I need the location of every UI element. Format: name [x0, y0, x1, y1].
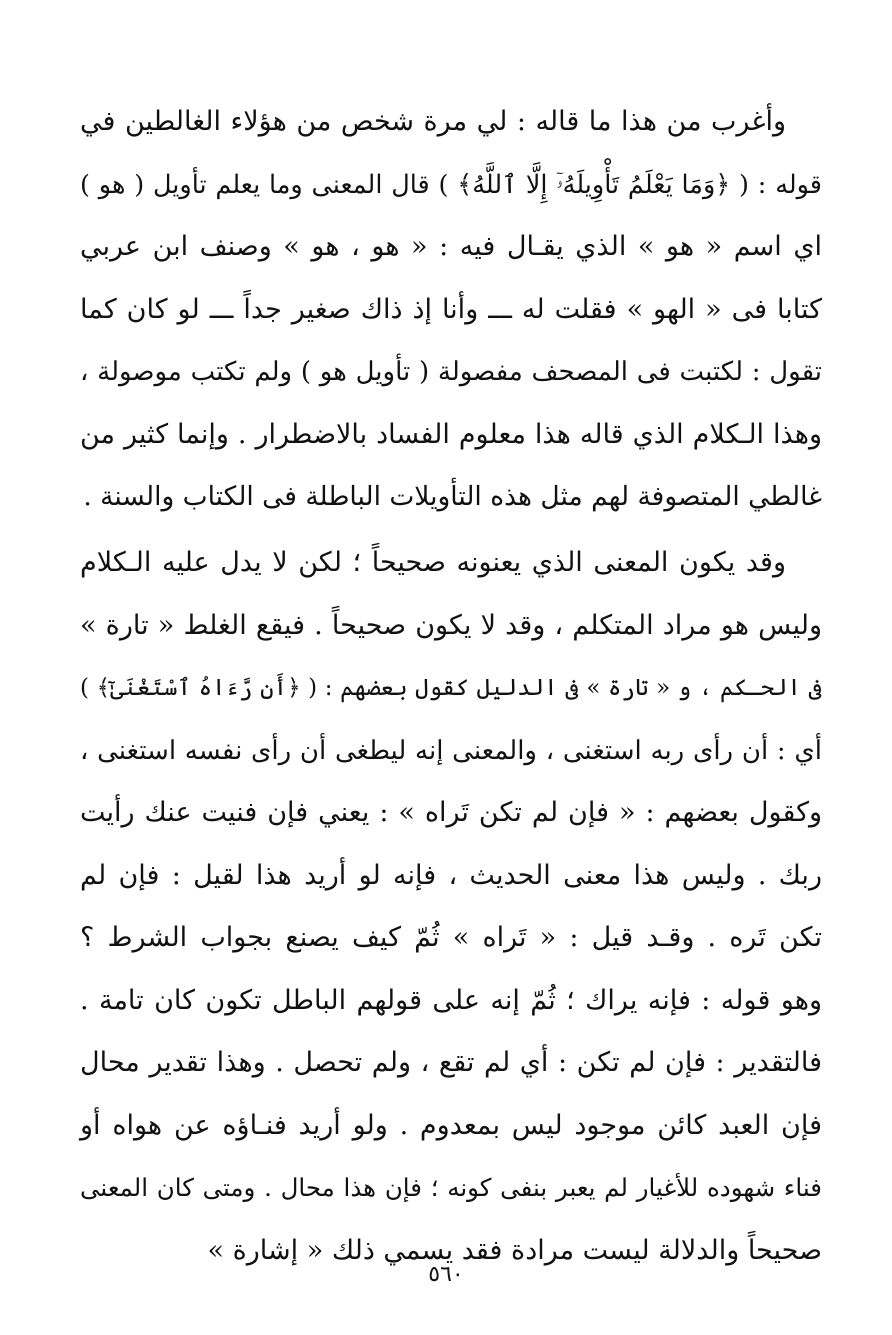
paragraph-1 [80, 91, 822, 529]
text-line: كتابا فى « الهو » فقلت له ـــ وأنا إذ ذاك صغير جداً ـــ لو كان كما [80, 293, 822, 325]
text-line: فناء شهوده للأغيار لم يعبر بنفى كونه ؛ فإن هذا محال . ومتى كان المعنى [80, 1173, 822, 1202]
text-line: فالتقدير : فإن لم تكن : أي لم تقع ، ولم تحصل . وهذا تقدير محال [80, 1047, 822, 1078]
text-line: فى الحـكم ، و « تارة » فى الدليل كقول بعضهم : ( ﴿أَن رَّءَاهُ ٱسْتَغْنَىٰٓ﴾ ) [80, 675, 822, 701]
text-line: وقد يكون المعنى الذي يعنونه صحيحاً ؛ لكن لا يدل عليه الـكلام [80, 547, 786, 578]
page-number: ٥٦٠ [428, 1262, 464, 1287]
text-line: اي اسم « هو » الذي يقـال فيه : « هو ، هو » وصنف ابن عربي [80, 231, 822, 262]
text-line: وليس هو مراد المتكلم ، وقد لا يكون صحيحاً . فيقع الغلط « تارة » [80, 609, 822, 641]
text-line: وهو قوله : فإنه يراك ؛ ثُمّ إنه على قولهم الباطل تكون كان تامة . [80, 984, 822, 1016]
text-line: تقول : لكتبت فى المصحف مفصولة ( تأويل هو ) ولم تكتب موصولة ، [80, 357, 822, 387]
text-line: أي : أن رأى ربه استغنى ، والمعنى إنه ليطغى أن رأى نفسه استغنى ، [80, 735, 822, 766]
text-line: فإن العبد كائن موجود ليس بمعدوم . ولو أريد فنـاؤه عن هواه أو [80, 1109, 822, 1141]
text-line: غالطي المتصوفة لهم مثل هذه التأويلات الباطلة فى الكتاب والسنة . [83, 481, 822, 512]
text-line: قوله : ( ﴿وَمَا يَعْلَمُ تَأْوِيلَهُۥٓ إِلَّا ٱللَّهُ﴾ ) قال المعنى وما يعلم تأويل ( هو ) [80, 169, 822, 200]
text-line: تكن تَره . وقـد قيل : « تَراه » ثُمّ كيف يصنع بجواب الشرط ؟ [80, 922, 822, 953]
text-line: وهذا الـكلام الذي قاله هذا معلوم الفساد بالاضطرار . وإنما كثير من [80, 418, 822, 450]
text-line: صحيحاً والدلالة ليست مرادة فقد يسمي ذلك « إشارة » [207, 1234, 822, 1266]
text-line: وأغرب من هذا ما قاله : لي مرة شخص من هؤلاء الغالطين في [80, 106, 786, 137]
text-line: وكقول بعضهم : « فإن لم تكن تَراه » : يعني فإن فنيت عنك رأيت [80, 797, 822, 828]
text-line: ربك . وليس هذا معنى الحديث ، فإنه لو أريد هذا لقيل : فإن لم [80, 859, 822, 891]
paragraph-2 [80, 532, 822, 1282]
